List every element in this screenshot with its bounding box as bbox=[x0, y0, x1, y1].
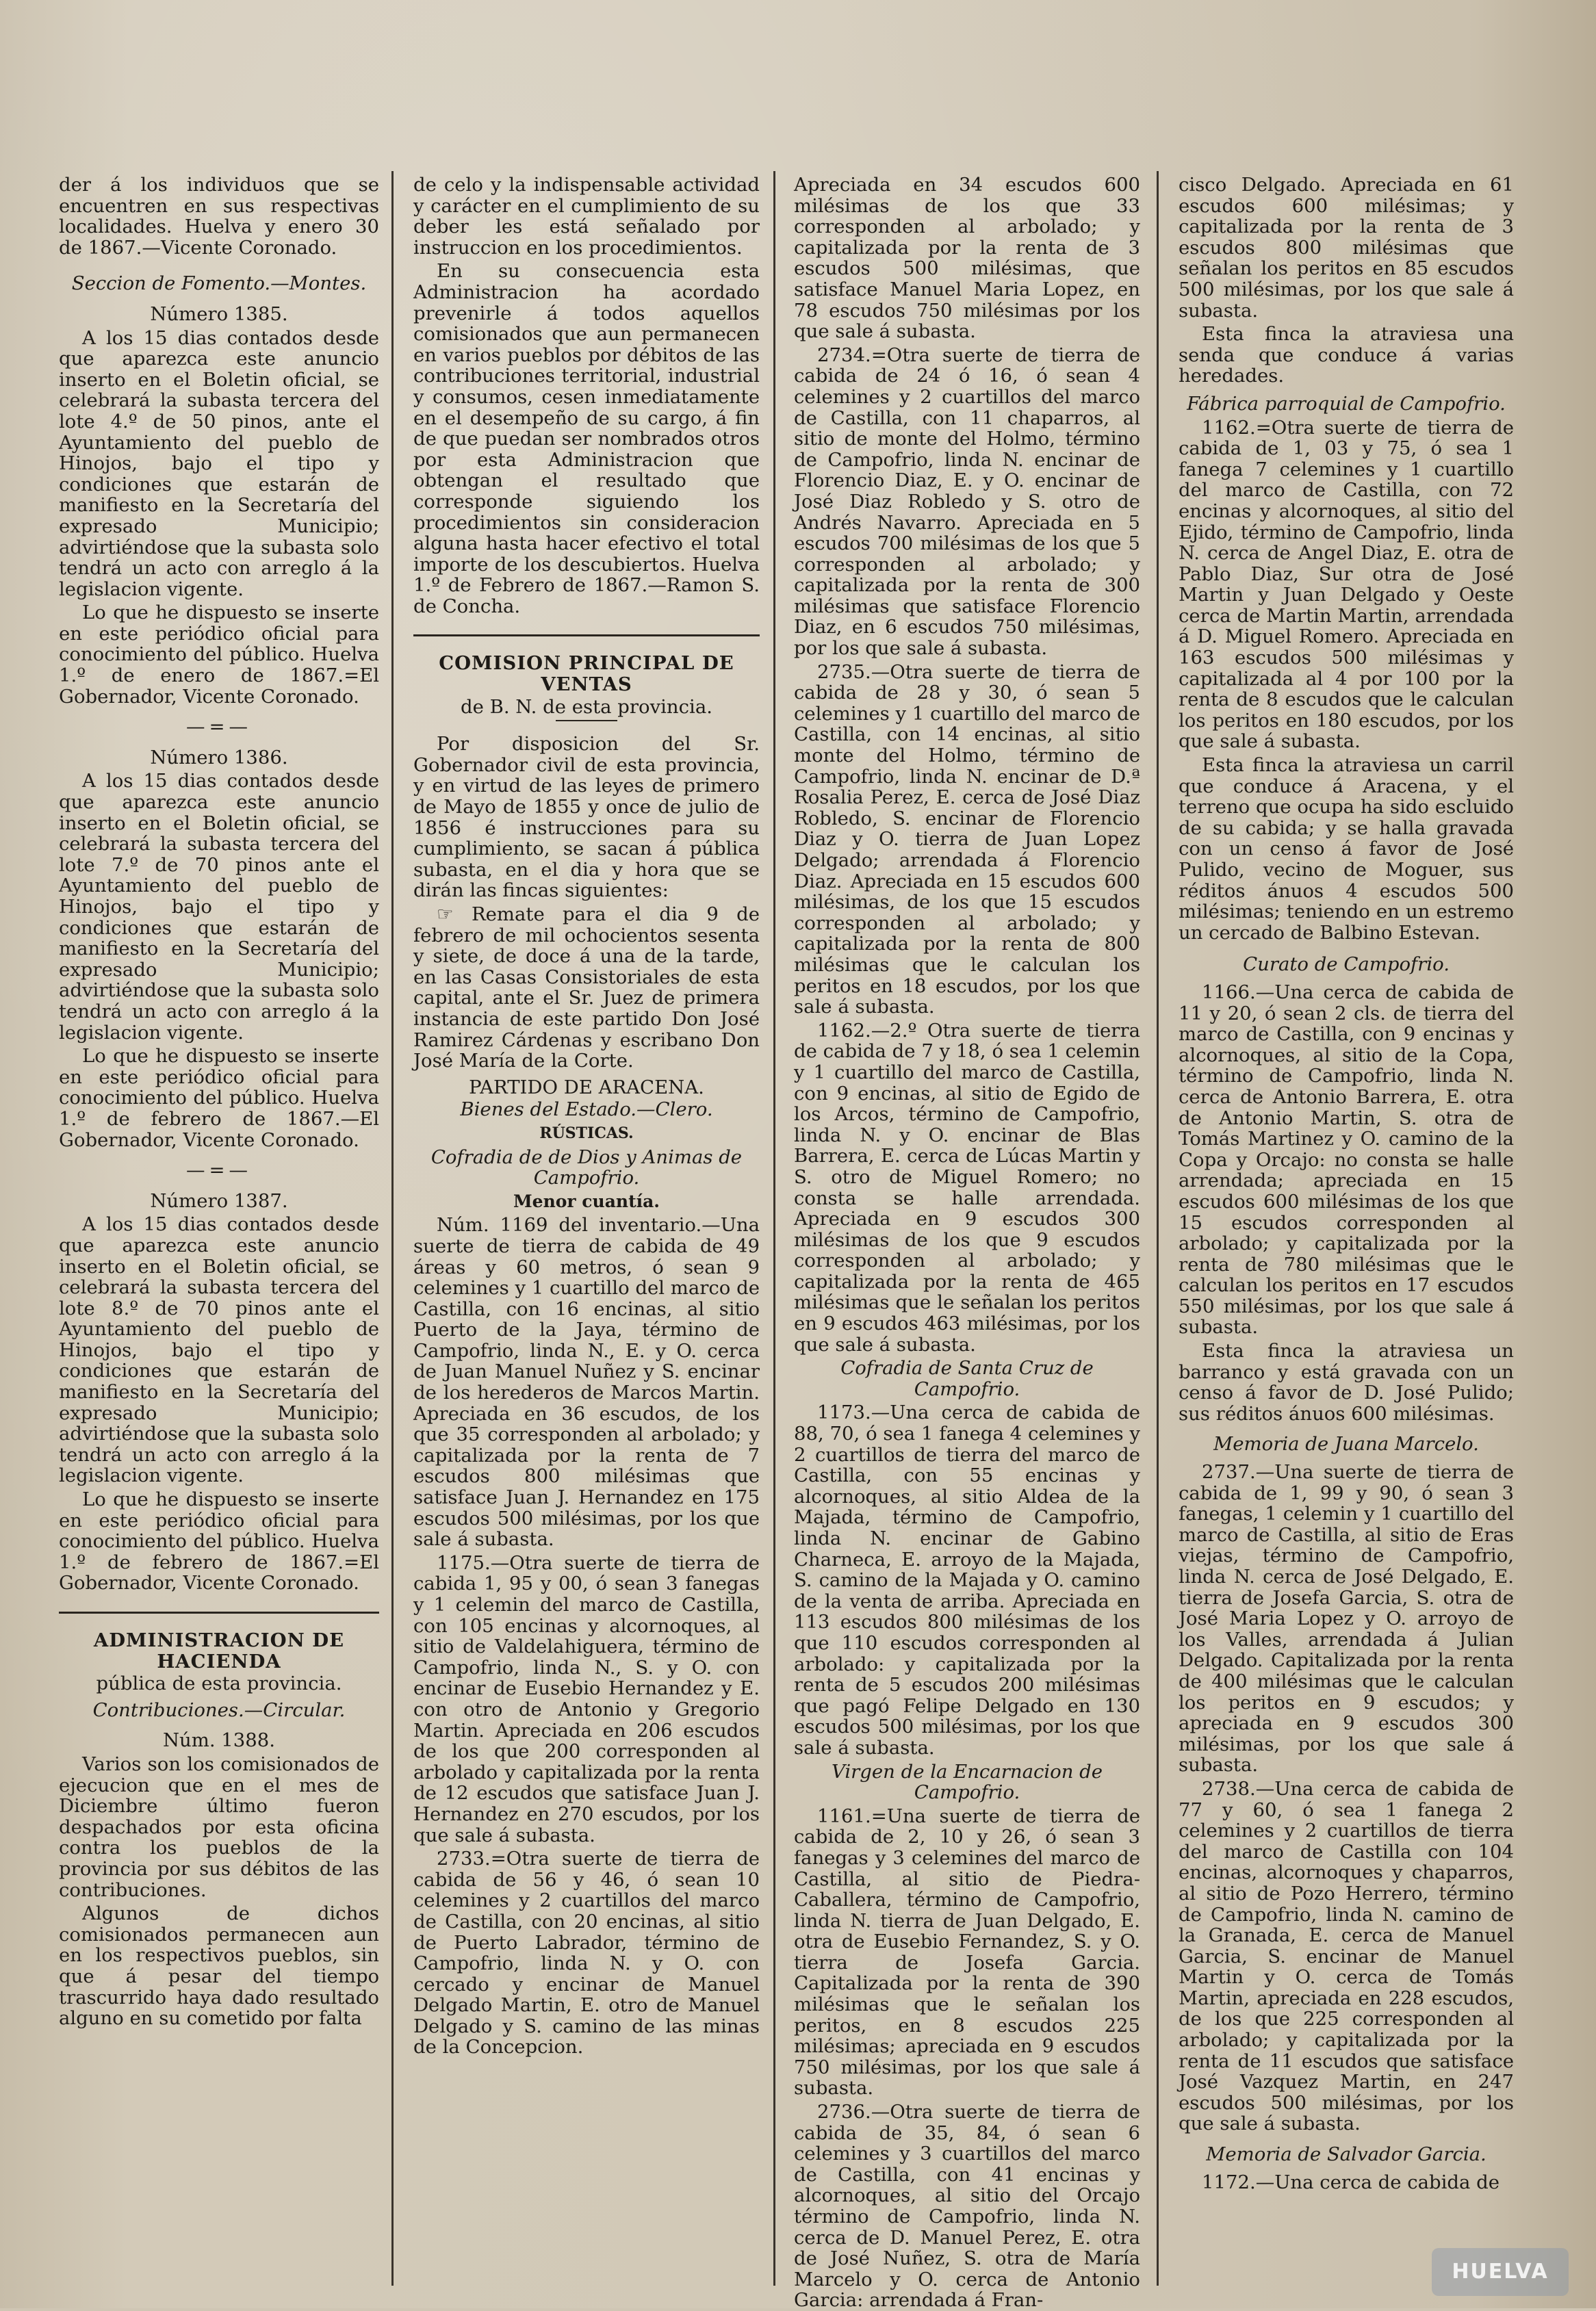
paragraph: 2737.—Una suerte de tierra de cabida de 1, 99 y 90, ó sean 3 fanegas, 1 celemin y 1 cuartillo del marco de Castilla, al sitio de Eras viejas, término de Campofrio, linda N. cerca de José Delgado, E. tierra de Josefa Garcia, S. otra de José Maria Lopez y O. arroyo de los Valles, arrendada á Julian Delgado. Capitalizada por la renta de 400 milésimas que le calculan los peritos en 9 escudos; y apreciada en 9 escudos 300 milésimas, por los que sale á subasta. bbox=[1179, 1461, 1514, 1777]
divider bbox=[59, 1612, 379, 1614]
paragraph: 2734.=Otra suerte de tierra de cabida de 24 ó 16, ó sean 4 celemines y 2 cuartillos del marco de Castilla, con 11 chaparros, al sitio de monte del Holmo, término de Campofrio, linda N. encinar de Florencio Diaz, E. y O. encinar de José Diaz Robledo y S. otro de Andrés Navarro. Apreciada en 5 escudos 700 milésimas de los que 5 corresponden al arbolado; y capitalizada por la renta de 300 milésimas que satisface Florencio Diaz, en 6 escudos 750 milésimas, por los que sale á subasta. bbox=[794, 344, 1140, 660]
district-heading: PARTIDO DE ARACENA. bbox=[469, 1076, 704, 1098]
section-title: COMISION PRINCIPAL DE VENTAS bbox=[439, 652, 734, 696]
section-heading: Memoria de Salvador Garcia. bbox=[1206, 2143, 1486, 2166]
paragraph: 1172.—Una cerca de cabida de bbox=[1202, 2171, 1500, 2193]
column-2 bbox=[413, 175, 760, 2275]
paragraph: Esta finca la atraviesa un barranco y está gravada con un censo á favor de D. José Pulido; sus réditos ánuos 600 milésimas. bbox=[1179, 1340, 1514, 1425]
paragraph: Núm. 1169 del inventario.—Una suerte de tierra de cabida de 49 áreas y 60 metros, ó sean 9 celemines y 1 cuartillo del marco de Castilla, con 16 encinas, al sitio Puerto de la Jaya, término de Campofrio, linda N., E. y O. cerca de Juan Manuel Nuñez y S. encinar de los herederos de Marcos Martin. Apreciada en 36 escudos, de los que 35 corresponden al arbolado; y capitalizada por la renta de 7 escudos 800 milésimas que satisface Juan J. Hernandez en 175 escudos 500 milésimas, por los que sale á subasta. bbox=[413, 1214, 760, 1551]
paragraph: 1173.—Una cerca de cabida de 88, 70, ó sea 1 fanega 4 celemines y 2 cuartillos de tierra del marco de Castilla, con 55 encinas y alcornoques, al sitio Aldea de la Majada, término de Campofrio, linda N. encinar de Gabino Charneca, E. arroyo de la Majada, S. camino de la Majada y O. camino de la venta de arriba. Apreciada en 113 escudos 800 milésimas de los que 110 escudos corresponden al arbolado: y capitalizada por la renta de 5 escudos 200 milésimas que pagó Felipe Delgado en 130 escudos 500 milésimas, por los que sale á subasta. bbox=[794, 1402, 1140, 1759]
section-heading: Fábrica parroquial de Campofrio. bbox=[1187, 392, 1506, 415]
paragraph: Varios son los comisionados de ejecucion que en el mes de Diciembre último fueron despachados por esta oficina contra los pueblos de la provincia por sus débitos de las contribuciones. bbox=[59, 1753, 379, 1901]
paragraph: Lo que he dispuesto se inserte en este periódico oficial para conocimiento del público. Huelva 1.º de enero de 1867.=El Gobernador, Vicente Coronado. bbox=[59, 602, 379, 708]
column-4 bbox=[1179, 175, 1514, 2275]
notice-number: Núm. 1388. bbox=[162, 1729, 276, 1752]
notice-number: Número 1386. bbox=[150, 746, 288, 769]
section-heading: Cofradia de de Dios y Animas de Campofrio. bbox=[430, 1146, 743, 1189]
paragraph: 1161.=Una suerte de tierra de cabida de 2, 10 y 26, ó sean 3 fanegas y 3 celemines del marco de Castilla, al sitio de Piedra-Caballera, término de Campofrio, linda N. tierra de Juan Delgado, E. otra de Eusebio Fernandez, S. y O. tierra de Josefa Garcia. Capitalizada por la renta de 390 milésimas que le señalan los peritos, en 8 escudos 225 milésimas; apreciada en 9 escudos 750 milésimas, por los que sale á subasta. bbox=[794, 1805, 1140, 2100]
paragraph: 1162.—2.º Otra suerte de tierra de cabida de 7 y 18, ó sea 1 celemin y 1 cuartillo del marco de Castilla, con 9 encinas, al sitio de Egido de los Arcos, término de Campofrio, linda N. y O. encinar de Blas Barrera, E. cerca de Lúcas Martin y S. otro de Miguel Romero; no consta se halle arrendada. Apreciada en 9 escudos 300 milésimas de los que 9 escudos corresponden al arbolado; y capitalizada por la renta de 465 milésimas que le señalan los peritos en 9 escudos 463 milésimas, por los que sale á subasta. bbox=[794, 1019, 1140, 1356]
section-heading: Memoria de Juana Marcelo. bbox=[1213, 1433, 1479, 1456]
section-title: ADMINISTRACION DE HACIENDA bbox=[93, 1629, 345, 1673]
paragraph: 2735.—Otra suerte de tierra de cabida de 28 y 30, ó sean 5 celemines y 1 cuartillo del marco de Castilla, con 14 encinas, al sitio monte del Holmo, término de Campofrio, linda N. encinar de D.ª Rosalia Perez, E. cerca de José Diaz Robledo, S. encinar de Florencio Diaz y O. tierra de Juan Lopez Delgado; arrendada á Florencio Diaz. Apreciada en 15 escudos 600 milésimas, de los que 15 escudos corresponden al arbolado; y capitalizada por la renta de 800 milésimas que le calculan los peritos en 18 escudos, por los que sale á subasta. bbox=[794, 660, 1140, 1018]
divider bbox=[556, 720, 617, 721]
paragraph: Esta finca la atraviesa un carril que conduce á Aracena, y el terreno que ocupa ha sido escluido de su cabida; y se halla gravada con un censo á favor de José Pulido, vecino de Moguer, sus réditos ánuos 4 escudos 500 milésimas; teniendo en un estremo un cercado de Balbino Estevan. bbox=[1179, 754, 1514, 944]
section-subtitle: de B. N. de esta provincia. bbox=[461, 695, 712, 718]
divider bbox=[413, 634, 760, 636]
paragraph: ☞ Remate para el dia 9 de febrero de mil ochocientos sesenta y siete, de doce á una de la tarde, en las Casas Consistoriales de esta capital, ante el Sr. Juez de primera instancia de este partido Don José Ramirez Cárdenas y escribano Don José María de la Corte. bbox=[413, 903, 760, 1072]
paragraph: 2738.—Una cerca de cabida de 77 y 60, ó sea 1 fanega 2 celemines y 2 cuartillos de tierra del marco de Castilla con 104 encinas, alcornoques y chaparros, al sitio de Pozo Herrero, término de Campofrio, linda N. camino de la Granada, E. cerca de Manuel Garcia, S. encinar de Manuel Martin y O. cerca de Tomás Martin, apreciada en 228 escudos, de los que 225 corresponden al arbolado; y capitalizada por la renta de 11 escudos que satisface José Vazquez Martin, en 247 escudos 500 milésimas, por los que sale á subasta. bbox=[1179, 1777, 1514, 2135]
notice-number: Número 1385. bbox=[150, 302, 288, 325]
category-heading: RÚSTICAS. bbox=[539, 1124, 634, 1142]
section-heading: Contribuciones.—Circular. bbox=[92, 1699, 346, 1721]
archive-watermark: HUELVA bbox=[1432, 2248, 1569, 2296]
paragraph: Apreciada en 34 escudos 600 milésimas de los que 33 corresponden al arbolado; y capitalizada por la renta de 3 escudos 500 milésimas, que satisface Manuel Maria Lopez, en 78 escudos 750 milésimas por los que sale á subasta. bbox=[794, 174, 1140, 343]
column-rule bbox=[773, 171, 775, 2286]
section-heading: Bienes del Estado.—Clero. bbox=[460, 1098, 713, 1121]
column-3 bbox=[794, 174, 1140, 2311]
paragraph: Lo que he dispuesto se inserte en este periódico oficial para conocimiento del público. Huelva 1.º de febrero de 1867.—El Gobernador, Vicente Coronado. bbox=[59, 1045, 379, 1151]
notice-number: Número 1387. bbox=[150, 1189, 288, 1212]
paragraph: Lo que he dispuesto se inserte en este periódico oficial para conocimiento del público. Huelva 1.º de febrero de 1867.=El Gobernador, Vicente Coronado. bbox=[59, 1488, 379, 1595]
section-subtitle: pública de esta provincia. bbox=[96, 1673, 342, 1695]
section-heading: Seccion de Fomento.—Montes. bbox=[71, 272, 367, 295]
column-rule bbox=[1157, 171, 1159, 2286]
paragraph: 1175.—Otra suerte de tierra de cabida 1, 95 y 00, ó sean 3 fanegas y 1 celemin del marco de Castilla, con 105 encinas y alcornoques, al sitio de Valdelahiguera, término de Campofrio, linda N., S. y O. con encinar de Eusebio Hernandez y E. con otro de Antonio y Gregorio Martin. Apreciada en 206 escudos de los que 200 corresponden al arbolado y capitalizada por la renta de 12 escudos que satisface Juan J. Hernandez en 270 escudos, por los que sale á subasta. bbox=[413, 1551, 760, 1846]
paragraph: de celo y la indispensable actividad y carácter en el cumplimiento de su deber les está señalado por instruccion en los procedimientos. bbox=[413, 174, 760, 259]
paragraph: A los 15 dias contados desde que aparezca este anuncio inserto en el Boletin oficial, se celebrará la subasta tercera del lote 4.º de 50 pinos, ante el Ayuntamiento del pueblo de Hinojos, bajo el tipo y condiciones que estarán de manifiesto en la Secretaría del expresado Municipio; advirtiéndose que la subasta solo tendrá un acto con arreglo á la legislacion vigente. bbox=[59, 326, 379, 600]
paragraph: Esta finca la atraviesa una senda que conduce á varias heredades. bbox=[1179, 323, 1514, 387]
paragraph: A los 15 dias contados desde que aparezca este anuncio inserto en el Boletin oficial, se celebrará la subasta tercera del lote 8.º de 70 pinos ante el Ayuntamiento del pueblo de Hinojos, bajo el tipo y condiciones que estarán de manifiesto en la Secretaría del expresado Municipio; advirtiéndose que la subasta solo tendrá un acto con arreglo á la legislacion vigente. bbox=[59, 1213, 379, 1487]
paragraph: A los 15 dias contados desde que aparezca este anuncio inserto en el Boletin oficial, se celebrará la subasta tercera del lote 7.º de 70 pinos ante el Ayuntamiento del pueblo de Hinojos, bajo el tipo y condiciones que estarán de manifiesto en la Secretaría del expresado Municipio; advirtiéndose que la subasta solo tendrá un acto con arreglo á la legislacion vigente. bbox=[59, 770, 379, 1044]
paragraph: der á los individuos que se encuentren en sus respectivas localidades. Huelva y enero 30 de 1867.—Vicente Coronado. bbox=[59, 174, 379, 259]
paragraph: 2733.=Otra suerte de tierra de cabida de 56 y 46, ó sean 10 celemines y 2 cuartillos del marco de Castilla, con 20 encinas, al sitio de Puerto Labrador, término de Campofrio, linda N. y O. con cercado y encinar de Manuel Delgado Martin, E. otro de Manuel Delgado y S. camino de las minas de la Concepcion. bbox=[413, 1848, 760, 2058]
section-heading: Virgen de la Encarnacion de Campofrio. bbox=[831, 1760, 1103, 1804]
paragraph: En su consecuencia esta Administracion ha acordado prevenirle á todos aquellos comisionados que aun permanecen en varios pueblos por débitos de las contribuciones territorial, industrial y consumos, cesen inmediatamente en el desempeño de su cargo, á fin de que puedan ser nombrados otros por esta Administracion que obtengan el resultado que corresponde siguiendo los procedimientos sin consideracion alguna hasta hacer efectivo el total importe de los descubiertos. Huelva 1.º de Febrero de 1867.—Ramon S. de Concha. bbox=[413, 260, 760, 617]
column-rule bbox=[391, 171, 394, 2286]
paragraph: 2736.—Otra suerte de tierra de cabida de 35, 84, ó sean 6 celemines y 3 cuartillos del marco de Castilla, con 41 encinas y alcornoques, al sitio del Orcajo término de Campofrio, linda N. cerca de D. Manuel Perez, E. otra de José Nuñez, S. otra de María Marcelo y O. cerca de Antonio Garcia: arrendada á Fran- bbox=[794, 2101, 1140, 2311]
paragraph: 1162.=Otra suerte de tierra de cabida de 1, 03 y 75, ó sea 1 fanega 7 celemines y 1 cuartillo del marco de Castilla, con 72 encinas y alcornoques, al sitio del Ejido, término de Campofrio, linda N. cerca de Angel Diaz, E. otra de Pablo Diaz, Sur otra de José Martin y Juan Delgado y Oeste cerca de Martin Martin, arrendada á D. Miguel Romero. Apreciada en 163 escudos 500 milésimas y capitalizada al 4 por 100 por la renta de 8 escudos que le calculan los peritos en 180 escudos, por los que sale á subasta. bbox=[1179, 416, 1514, 753]
paragraph: Algunos de dichos comisionados permanecen aun en los respectivos pueblos, sin que á pesar del tiempo trascurrido haya dado resultado alguno en su cometido por falta bbox=[59, 1902, 379, 2030]
separator: —=— bbox=[185, 716, 253, 738]
paragraph: cisco Delgado. Apreciada en 61 escudos 600 milésimas; y capitalizada por la renta de 3 escudos 800 milésimas que señalan los peritos en 85 escudos 500 milésimas, por los que sale á subasta. bbox=[1179, 174, 1514, 322]
section-heading: Cofradia de Santa Cruz de Campofrio. bbox=[840, 1357, 1094, 1400]
column-1 bbox=[59, 175, 379, 2275]
category-heading: Menor cuantía. bbox=[513, 1191, 660, 1211]
separator: —=— bbox=[185, 1159, 253, 1182]
paragraph: 1166.—Una cerca de cabida de 11 y 20, ó sean 2 cls. de tierra del marco de Castilla, con 9 encinas y alcornoques, al sitio de la Copa, término de Campofrio, linda N. cerca de Antonio Barrera, E. otra de Antonio Martin, S. otra de Tomás Martinez y O. camino de la Copa y Orcajo: no consta se halle arrendada; apreciada en 15 escudos 600 milésimas de los que 15 escudos corresponden al arbolado; y capitalizada por la renta de 780 milésimas que le calculan los peritos en 17 escudos 550 milésimas, por los que sale á subasta. bbox=[1179, 981, 1514, 1339]
paragraph: Por disposicion del Sr. Gobernador civil de esta provincia, y en virtud de las leyes de primero de Mayo de 1855 y once de julio de 1856 é instrucciones para su cumplimiento, se sacan á pública subasta, en el dia y hora que se dirán las fincas siguientes: bbox=[413, 733, 760, 902]
section-heading: Curato de Campofrio. bbox=[1243, 953, 1450, 976]
